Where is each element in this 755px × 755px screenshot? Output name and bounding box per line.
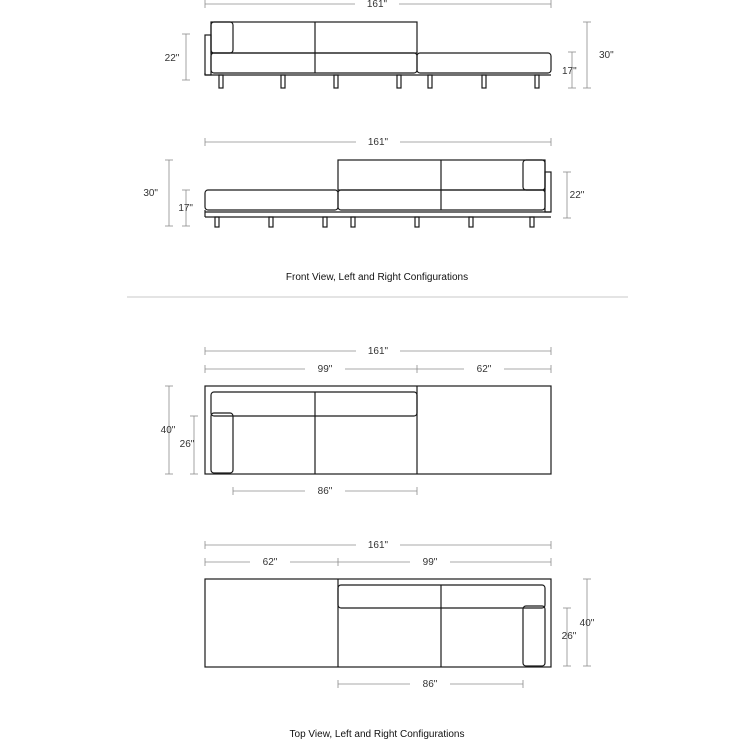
front-left-back-height-label: 30" [599, 50, 614, 61]
top-left-chaise-width-label: 62" [476, 364, 492, 375]
front-view-left-config [165, 0, 614, 88]
top-left-width-label: 161" [367, 346, 389, 357]
arm-cushion [211, 413, 233, 473]
top-right-width-label: 161" [367, 540, 389, 551]
top-right-sofa-width-label: 99" [422, 557, 438, 568]
sectional-footprint [205, 386, 551, 474]
arm-cushion [523, 606, 545, 666]
top-view-left-config [161, 345, 551, 497]
seat-cushion [211, 53, 417, 73]
front-right-back-height-label: 30" [143, 188, 158, 199]
top-left-seat-depth-label: 26" [179, 439, 195, 450]
back-cushions [211, 392, 417, 416]
front-left-width-label: 161" [366, 0, 388, 10]
top-right-chaise-width-label: 62" [262, 557, 278, 568]
front-left-arm-height-label: 22" [164, 53, 180, 64]
top-right-depth-label: 40" [579, 618, 595, 629]
sofa-legs [215, 217, 534, 227]
sofa-arm-outline [545, 172, 551, 212]
front-view-right-config [143, 136, 584, 227]
top-left-sofa-width-label: 99" [317, 364, 333, 375]
top-right-seat-depth-label: 26" [561, 631, 577, 642]
chaise-cushion [205, 190, 338, 210]
front-right-width-label: 161" [367, 137, 389, 148]
front-right-seat-height-label: 17" [178, 203, 193, 214]
chaise-cushion [417, 53, 551, 73]
top-view-right-config [205, 539, 595, 690]
arm-cushion [211, 22, 233, 53]
front-right-arm-height-label: 22" [569, 190, 585, 201]
top-left-seat-width-label: 86" [317, 486, 333, 497]
sectional-footprint [205, 579, 551, 667]
arm-cushion [523, 160, 545, 190]
front-view-caption: Front View, Left and Right Configurations [285, 272, 469, 283]
top-right-seat-width-label: 86" [422, 679, 438, 690]
sofa-arm-outline [205, 35, 211, 75]
top-left-depth-label: 40" [160, 425, 176, 436]
front-left-seat-height-label: 17" [562, 66, 577, 77]
sofa-back-outline [211, 22, 417, 53]
sofa-legs [219, 75, 539, 88]
top-view-caption: Top View, Left and Right Configurations [289, 729, 465, 740]
